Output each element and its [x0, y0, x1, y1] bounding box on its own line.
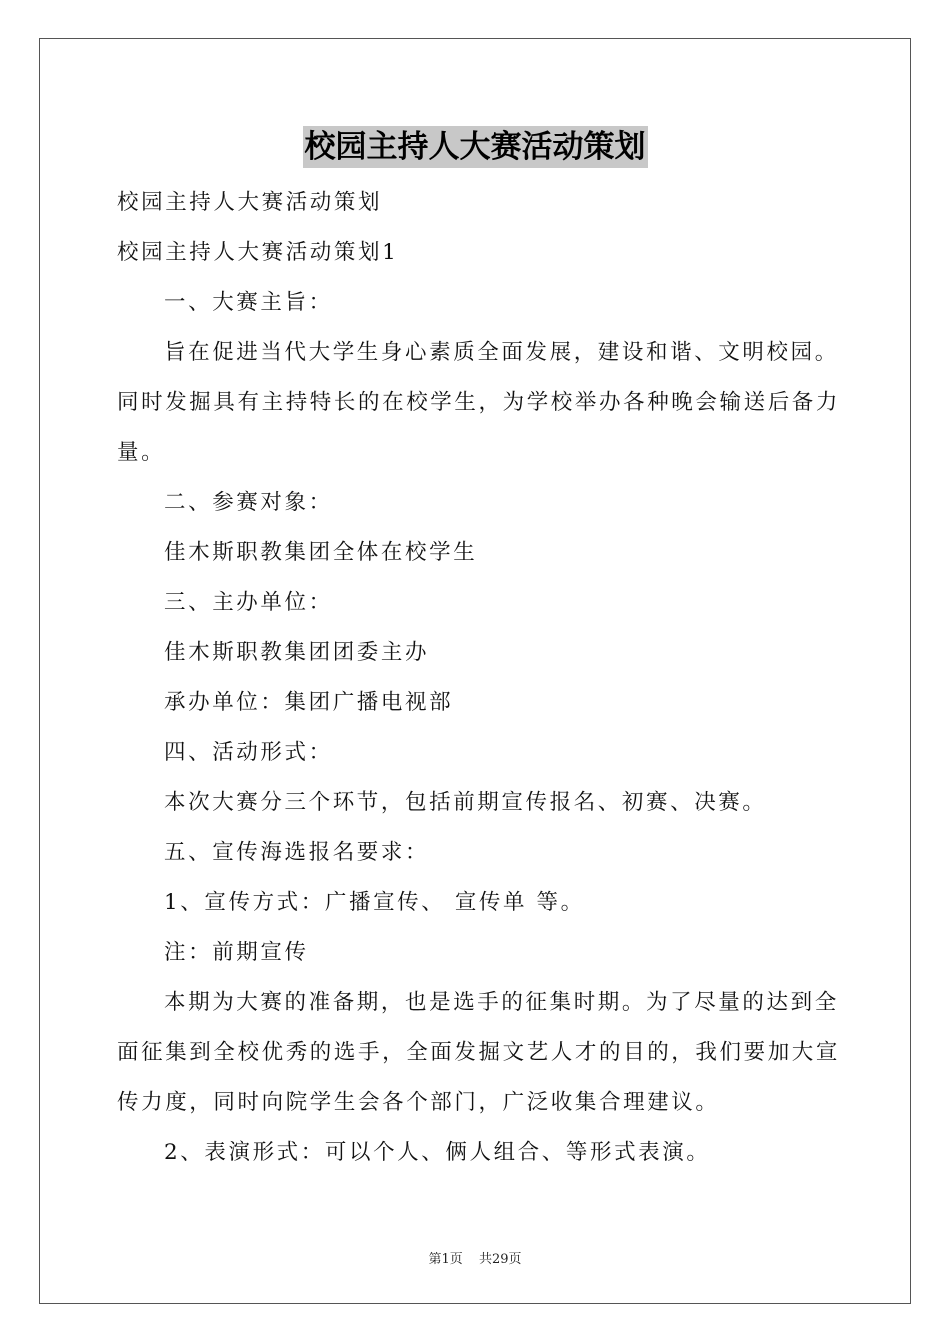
- title-wrap: [0, 126, 950, 168]
- paragraph-purpose-line-3: 量。: [117, 440, 166, 465]
- paragraph-purpose-line-2: 同时发掘具有主持特长的在校学生，为学校举办各种晚会输送后备力: [117, 390, 841, 415]
- body-line-subheading: 校园主持人大赛活动策划1: [117, 240, 399, 265]
- promotion-method-text: 1、宣传方式：广播宣传、 宣传单 等。: [164, 890, 585, 915]
- section-heading-format: 四、活动形式：: [164, 740, 333, 765]
- page-total: 共29页: [478, 1252, 522, 1267]
- page-footer: [0, 1248, 950, 1267]
- body-line-heading: 校园主持人大赛活动策划: [117, 190, 383, 215]
- paragraph-prep-line-1: 本期为大赛的准备期，也是选手的征集时期。为了尽量的达到全: [164, 990, 839, 1015]
- paragraph-purpose-line-1: 旨在促进当代大学生身心素质全面发展，建设和谐、文明校园。: [164, 340, 839, 365]
- co-organizer-text: 承办单位：集团广播电视部: [164, 690, 454, 715]
- participants-text: 佳木斯职教集团全体在校学生: [164, 540, 478, 565]
- paragraph-prep-line-2: 面征集到全校优秀的选手，全面发掘文艺人才的目的，我们要加大宣: [117, 1040, 841, 1065]
- paragraph-prep-line-3: 传力度，同时向院学生会各个部门，广泛收集合理建议。: [117, 1090, 720, 1115]
- document-body: [117, 178, 841, 1178]
- organizer-text: 佳木斯职教集团团委主办: [164, 640, 430, 665]
- note-text: 注：前期宣传: [164, 940, 309, 965]
- section-heading-purpose: 一、大赛主旨：: [164, 290, 333, 315]
- page-number: 第1页: [428, 1252, 463, 1267]
- format-text: 本次大赛分三个环节，包括前期宣传报名、初赛、决赛。: [164, 790, 767, 815]
- document-title: 校园主持人大赛活动策划: [303, 126, 648, 168]
- performance-form-text: 2、表演形式：可以个人、俩人组合、等形式表演。: [164, 1140, 711, 1165]
- section-heading-promotion: 五、宣传海选报名要求：: [164, 840, 430, 865]
- section-heading-participants: 二、参赛对象：: [164, 490, 333, 515]
- section-heading-organizer: 三、主办单位：: [164, 590, 333, 615]
